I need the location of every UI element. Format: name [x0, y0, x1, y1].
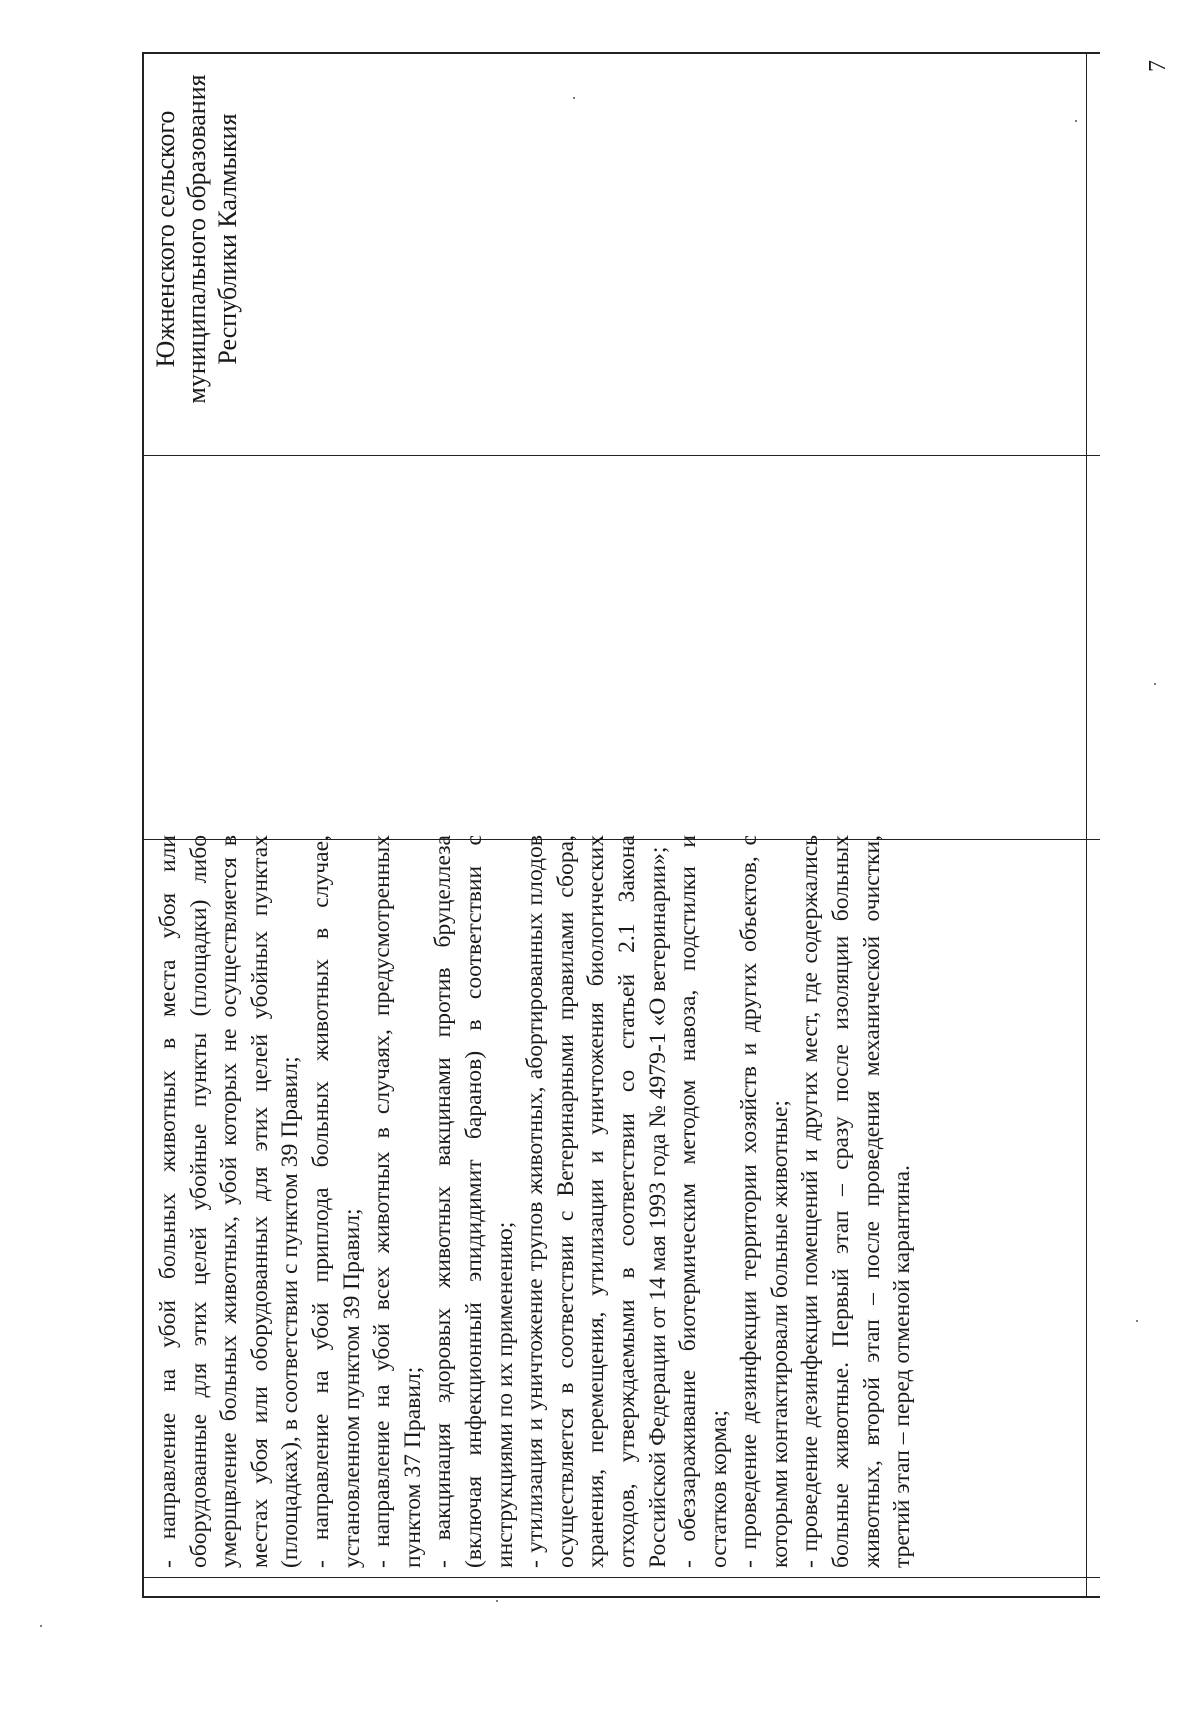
rotated-document-page — [142, 52, 1171, 1598]
measure-item: - утилизация и уничтожение трупов животных, абортированных плодов осуществляется в соответствии с Ветеринарными правилами сбора, хранения, перемещения, утилизации и уничтожения биологических отходов, утверждаемыми в соответствии со статьей 2.1 Закона Российской Федерации от 14 мая 1993 года № 4979-1 «О ветеринарии»; — [522, 835, 671, 1568]
measure-item: - вакцинация здоровых животных вакцинами против бруцеллеза (включая инфекционный эпидидимит баранов) в соответствии с инструкциями по их применению; — [430, 835, 518, 1568]
page-number: 7 — [1145, 60, 1171, 72]
measure-item: - направление на убой всех животных в случаях, предусмотренных пунктом 37 Правил; — [369, 835, 426, 1568]
scan-speck — [1154, 683, 1156, 685]
measure-item: - проведение дезинфекции помещений и других мест, где содержались больные животные. Первый этап – сразу после изоляции больных животных, второй этап – после проведения механической очистки, третий этап – перед отменой карантина. — [797, 835, 916, 1568]
scan-speck — [1136, 1320, 1138, 1322]
column-divider — [144, 1577, 1100, 1578]
responsible-line: Республики Калмыкия — [213, 113, 242, 365]
measure-item: - обеззараживание биотермическим методом навоза, подстилки и остатков корма; — [675, 835, 732, 1568]
responsible-line: Южненского сельского — [151, 110, 180, 368]
responsible-line: муниципального образования — [182, 74, 211, 404]
measure-item: - направление на убой больных животных в места убоя или оборудованные для этих целей убойные пункты (площадки) либо умерщвление больных животных, убой которых не осуществляется в местах убоя или оборудованных для этих целей убойных пунктах (площадках), в соответствии с пунктом 39 Правил; — [155, 835, 304, 1568]
scan-speck — [496, 1600, 498, 1602]
measure-item: - направление на убой приплода больных животных в случае, установленном пунктом 39 Правил; — [307, 835, 365, 1568]
row-divider — [1086, 54, 1087, 1596]
scan-speck — [40, 1625, 42, 1627]
document-table — [142, 52, 1100, 1598]
column-divider — [144, 455, 1100, 456]
measure-item: - проведение дезинфекции территории хозяйств и других объектов, с которыми контактировали больные животные; — [736, 835, 793, 1568]
responsible-cell — [150, 50, 243, 428]
measures-cell — [153, 835, 918, 1568]
